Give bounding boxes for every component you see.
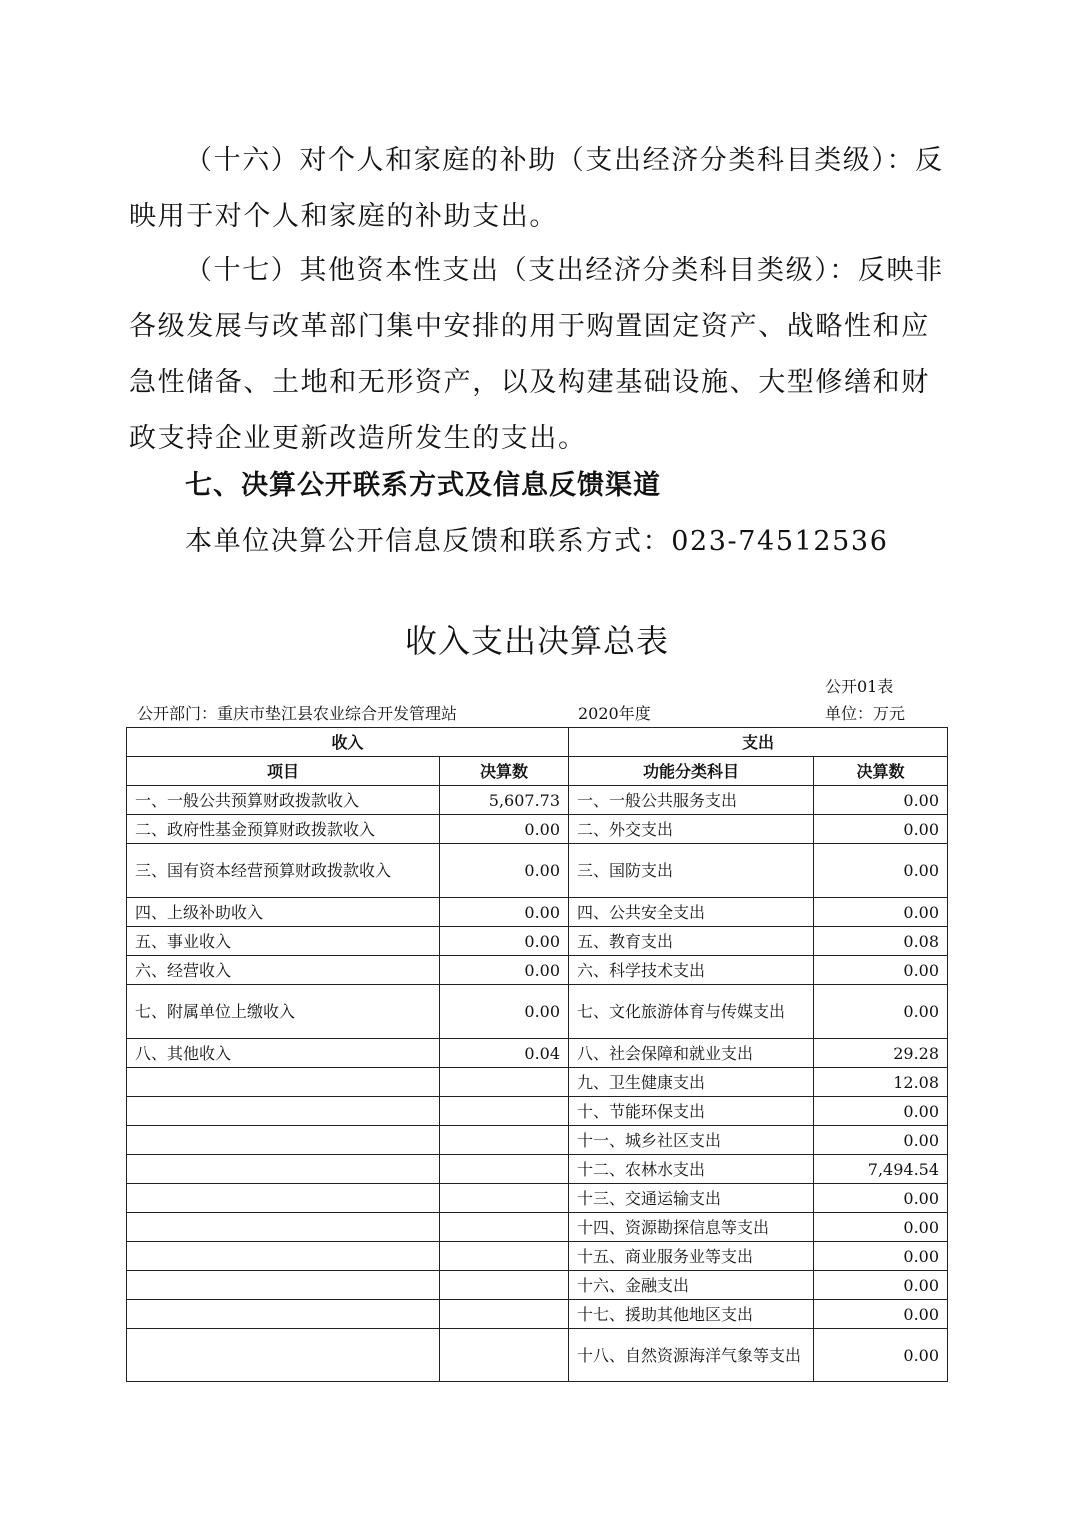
column-header-amount: 决算数: [814, 757, 948, 786]
table-row: [127, 1213, 948, 1242]
income-item-cell: [127, 1068, 440, 1097]
expense-item-cell: 八、社会保障和就业支出: [569, 1039, 814, 1068]
income-amount-cell: [440, 1184, 569, 1213]
income-item-cell: 四、上级补助收入: [127, 898, 440, 927]
expense-item-cell: 六、科学技术支出: [569, 956, 814, 985]
income-amount-cell: 0.00: [440, 985, 569, 1039]
fiscal-year: 2020年度: [578, 704, 651, 723]
form-number: 公开01表: [825, 677, 894, 696]
table-row: [127, 985, 948, 1039]
table-row: [127, 1329, 948, 1382]
paragraph-other-capital-expenditure: [129, 243, 947, 467]
expense-amount-cell: 7,494.54: [814, 1155, 948, 1184]
expense-item-cell: 十六、金融支出: [569, 1271, 814, 1300]
income-amount-cell: 5,607.73: [440, 786, 569, 815]
income-item-cell: [127, 1097, 440, 1126]
income-amount-cell: 0.00: [440, 815, 569, 844]
table-row: [127, 1039, 948, 1068]
paragraph-text: （十六）对个人和家庭的补助（支出经济分类科目类级）：反映用于对个人和家庭的补助支出。: [129, 145, 944, 232]
income-item-cell: [127, 1155, 440, 1184]
table-column-header-row: [127, 757, 948, 786]
expense-amount-cell: 0.00: [814, 985, 948, 1039]
expense-amount-cell: 0.00: [814, 1184, 948, 1213]
income-expense-summary-table: [126, 727, 948, 1382]
table-row: [127, 1155, 948, 1184]
income-amount-cell: [440, 1155, 569, 1184]
department-label: 公开部门：重庆市垫江县农业综合开发管理站: [137, 704, 458, 723]
expense-amount-cell: 0.00: [814, 1329, 948, 1382]
column-header-amount: 决算数: [440, 757, 569, 786]
expense-item-cell: 四、公共安全支出: [569, 898, 814, 927]
income-item-cell: 七、附属单位上缴收入: [127, 985, 440, 1039]
contact-line: 本单位决算公开信息反馈和联系方式：023-74512536: [185, 526, 889, 557]
expense-amount-cell: 0.00: [814, 956, 948, 985]
table-row: [127, 1068, 948, 1097]
expense-item-cell: 五、教育支出: [569, 927, 814, 956]
expense-amount-cell: 0.00: [814, 1126, 948, 1155]
column-header-function: 功能分类科目: [569, 757, 814, 786]
income-amount-cell: [440, 1068, 569, 1097]
expense-amount-cell: 0.00: [814, 898, 948, 927]
income-item-cell: [127, 1126, 440, 1155]
income-amount-cell: [440, 1271, 569, 1300]
expense-amount-cell: 0.00: [814, 1300, 948, 1329]
section-heading: 七、决算公开联系方式及信息反馈渠道: [185, 470, 661, 501]
income-item-cell: 一、一般公共预算财政拨款收入: [127, 786, 440, 815]
income-item-cell: [127, 1329, 440, 1382]
income-amount-cell: 0.04: [440, 1039, 569, 1068]
income-amount-cell: 0.00: [440, 927, 569, 956]
table-row: [127, 1126, 948, 1155]
table-group-header-row: [127, 728, 948, 757]
table-row: [127, 1271, 948, 1300]
expense-amount-cell: 29.28: [814, 1039, 948, 1068]
table-row: [127, 1242, 948, 1271]
expense-item-cell: 十四、资源勘探信息等支出: [569, 1213, 814, 1242]
income-amount-cell: [440, 1213, 569, 1242]
table-row: [127, 844, 948, 898]
expense-amount-cell: 0.00: [814, 786, 948, 815]
table-row: [127, 1184, 948, 1213]
expense-amount-cell: 0.00: [814, 815, 948, 844]
income-amount-cell: [440, 1300, 569, 1329]
expense-item-cell: 一、一般公共服务支出: [569, 786, 814, 815]
income-header: 收入: [127, 728, 569, 757]
income-amount-cell: 0.00: [440, 898, 569, 927]
income-item-cell: [127, 1271, 440, 1300]
income-amount-cell: [440, 1126, 569, 1155]
income-amount-cell: 0.00: [440, 844, 569, 898]
expense-amount-cell: 0.00: [814, 844, 948, 898]
table-row: [127, 898, 948, 927]
column-header-item: 项目: [127, 757, 440, 786]
expense-item-cell: 十一、城乡社区支出: [569, 1126, 814, 1155]
table-row: [127, 1097, 948, 1126]
paragraph-personal-family-subsidy: [129, 133, 947, 245]
table-row: [127, 815, 948, 844]
income-item-cell: 八、其他收入: [127, 1039, 440, 1068]
unit-label: 单位：万元: [825, 704, 906, 723]
expense-item-cell: 十、节能环保支出: [569, 1097, 814, 1126]
income-item-cell: 五、事业收入: [127, 927, 440, 956]
income-item-cell: [127, 1184, 440, 1213]
income-item-cell: [127, 1242, 440, 1271]
expense-item-cell: 十八、自然资源海洋气象等支出: [569, 1329, 814, 1382]
income-amount-cell: [440, 1242, 569, 1271]
expense-header: 支出: [569, 728, 948, 757]
expense-item-cell: 十二、农林水支出: [569, 1155, 814, 1184]
expense-amount-cell: 0.00: [814, 1242, 948, 1271]
table-row: [127, 956, 948, 985]
expense-amount-cell: 12.08: [814, 1068, 948, 1097]
expense-item-cell: 十五、商业服务业等支出: [569, 1242, 814, 1271]
expense-amount-cell: 0.00: [814, 1097, 948, 1126]
expense-item-cell: 二、外交支出: [569, 815, 814, 844]
expense-amount-cell: 0.00: [814, 1213, 948, 1242]
expense-amount-cell: 0.00: [814, 1271, 948, 1300]
paragraph-text: （十七）其他资本性支出（支出经济分类科目类级）：反映非各级发展与改革部门集中安排的用于购置固定资产、战略性和应急性储备、土地和无形资产，以及构建基础设施、大型修缮和财政支持企业更新改造所发生的支出。: [129, 255, 944, 454]
expense-item-cell: 九、卫生健康支出: [569, 1068, 814, 1097]
table-row: [127, 927, 948, 956]
income-item-cell: 三、国有资本经营预算财政拨款收入: [127, 844, 440, 898]
table-title: 收入支出决算总表: [404, 622, 669, 660]
table-row: [127, 786, 948, 815]
income-item-cell: [127, 1213, 440, 1242]
table-row: [127, 1300, 948, 1329]
expense-item-cell: 三、国防支出: [569, 844, 814, 898]
income-amount-cell: [440, 1329, 569, 1382]
income-amount-cell: 0.00: [440, 956, 569, 985]
income-item-cell: [127, 1300, 440, 1329]
expense-amount-cell: 0.08: [814, 927, 948, 956]
income-item-cell: 二、政府性基金预算财政拨款收入: [127, 815, 440, 844]
expense-item-cell: 十三、交通运输支出: [569, 1184, 814, 1213]
income-item-cell: 六、经营收入: [127, 956, 440, 985]
expense-item-cell: 十七、援助其他地区支出: [569, 1300, 814, 1329]
expense-item-cell: 七、文化旅游体育与传媒支出: [569, 985, 814, 1039]
income-amount-cell: [440, 1097, 569, 1126]
